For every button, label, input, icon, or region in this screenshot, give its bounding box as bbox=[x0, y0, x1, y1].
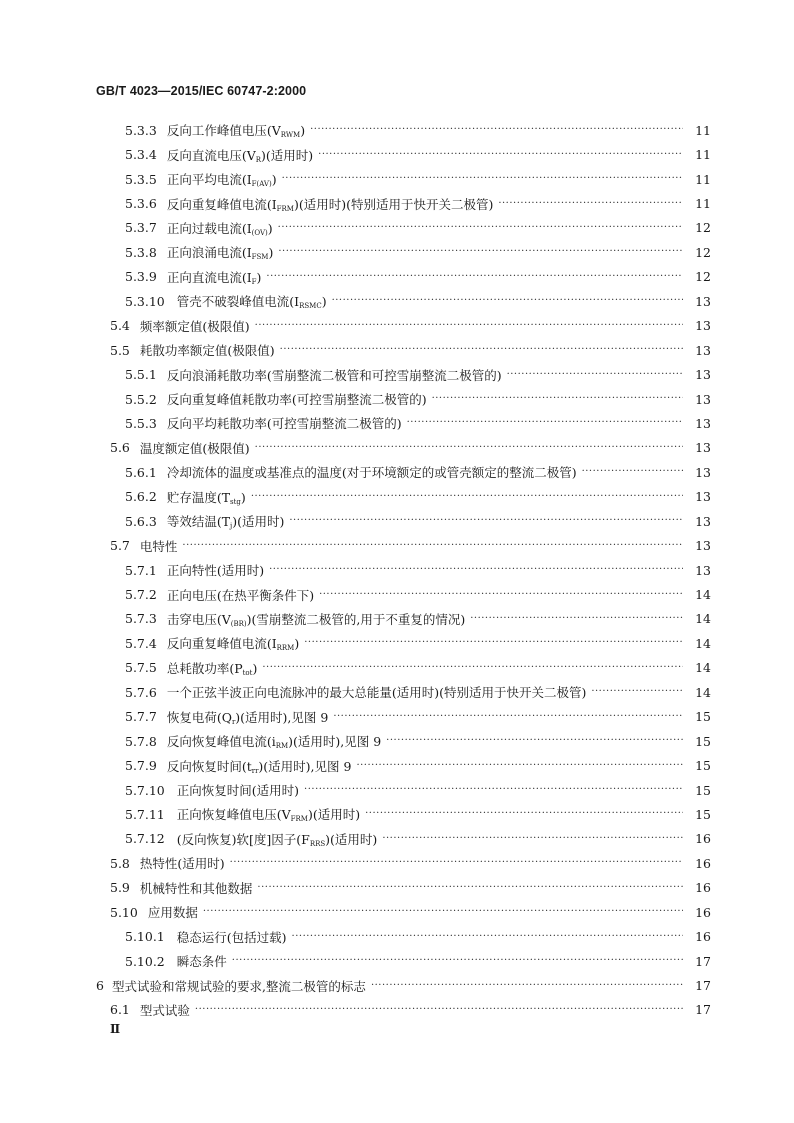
toc-leader-dots bbox=[195, 1003, 683, 1017]
toc-entry-subscript: tot bbox=[242, 668, 253, 677]
toc-entry[interactable] bbox=[0, 753, 794, 777]
toc-entry-title bbox=[130, 854, 225, 872]
toc-entry[interactable] bbox=[0, 289, 794, 313]
toc-entry-title-text: 耗散功率额定值(极限值) bbox=[139, 343, 275, 359]
toc-entry-title bbox=[165, 830, 378, 848]
toc-leader-dots bbox=[333, 710, 683, 724]
toc-entry-title-text: 热特性(适用时) bbox=[139, 856, 225, 872]
toc-entry-subscript: FRM bbox=[290, 815, 308, 824]
toc-entry[interactable] bbox=[0, 949, 794, 973]
toc-entry-number: 5.6 bbox=[110, 440, 130, 456]
toc-leader-dots bbox=[386, 734, 683, 748]
toc-entry-number: 5.3.10 bbox=[125, 293, 165, 309]
toc-entry-title-text: 反向重复峰值电流(I bbox=[166, 636, 277, 652]
toc-entry-title-text: 正向平均电流(I bbox=[166, 172, 252, 188]
toc-entry-title bbox=[138, 903, 198, 921]
toc-entry-subscript: F(AV) bbox=[251, 180, 272, 189]
toc-leader-dots bbox=[356, 759, 683, 773]
toc-entry[interactable] bbox=[0, 876, 794, 900]
toc-entry-title-suffix: ) bbox=[294, 636, 300, 652]
toc-entry-page: 13 bbox=[695, 415, 711, 431]
toc-entry-subscript: RWM bbox=[280, 131, 301, 140]
toc-leader-dots bbox=[282, 172, 683, 186]
toc-entry-page: 12 bbox=[695, 269, 711, 285]
toc-leader-dots bbox=[203, 905, 683, 919]
toc-entry-title-text: 应用数据 bbox=[147, 905, 198, 921]
toc-entry-title bbox=[157, 170, 277, 188]
toc-entry-subscript: R bbox=[255, 155, 261, 164]
toc-entry[interactable] bbox=[0, 729, 794, 753]
toc-entry[interactable] bbox=[0, 167, 794, 191]
toc-leader-dots bbox=[371, 979, 683, 993]
toc-entry-title-text: 型式试验 bbox=[139, 1002, 190, 1018]
toc-entry-title bbox=[157, 195, 494, 213]
toc-entry-title-suffix: )(适用时),见图 9 bbox=[258, 758, 352, 774]
toc-entry-title bbox=[104, 977, 366, 995]
toc-entry-title-text: (反向恢复)软[度]因子(F bbox=[176, 831, 310, 847]
toc-leader-dots bbox=[278, 221, 683, 235]
table-of-contents bbox=[0, 118, 794, 1022]
toc-leader-dots bbox=[230, 856, 683, 870]
toc-entry-title-suffix: )(适用时) bbox=[232, 514, 285, 530]
toc-entry[interactable] bbox=[0, 705, 794, 729]
toc-entry-number: 6 bbox=[96, 978, 104, 994]
toc-entry-title-text: 等效结温(T bbox=[166, 514, 231, 530]
toc-entry-page: 15 bbox=[695, 709, 711, 725]
toc-entry-title-suffix: ) bbox=[267, 220, 273, 236]
toc-leader-dots bbox=[182, 539, 683, 553]
toc-entry[interactable] bbox=[0, 509, 794, 533]
toc-entry-title-text: 正向过载电流(I bbox=[166, 220, 252, 236]
toc-leader-dots bbox=[432, 392, 683, 406]
toc-entry-title-text: 电特性 bbox=[139, 538, 178, 554]
toc-entry-number: 5.6.2 bbox=[125, 489, 157, 505]
toc-entry-subscript: r bbox=[231, 717, 236, 726]
toc-entry-title-suffix: ) bbox=[321, 294, 327, 310]
toc-leader-dots bbox=[289, 514, 683, 528]
toc-leader-dots bbox=[278, 245, 683, 259]
toc-entry-title bbox=[157, 732, 381, 750]
toc-leader-dots bbox=[498, 197, 683, 211]
toc-entry-title bbox=[157, 243, 274, 261]
toc-entry[interactable] bbox=[0, 924, 794, 948]
toc-entry-title-text: 反向直流电压(V bbox=[166, 147, 256, 163]
toc-entry-page: 16 bbox=[695, 929, 711, 945]
toc-leader-dots bbox=[304, 636, 683, 650]
toc-entry-number: 5.5.1 bbox=[125, 367, 157, 383]
toc-leader-dots bbox=[262, 661, 683, 675]
toc-entry[interactable] bbox=[0, 778, 794, 802]
toc-entry-number: 5.7.2 bbox=[125, 587, 157, 603]
toc-entry-title bbox=[157, 561, 264, 579]
toc-entry-title-suffix: )(适用时) bbox=[325, 831, 378, 847]
toc-entry-subscript: stg bbox=[230, 497, 241, 506]
toc-entry-page: 13 bbox=[695, 342, 711, 358]
toc-entry-title-text: 温度额定值(极限值) bbox=[139, 440, 250, 456]
toc-leader-dots bbox=[319, 588, 683, 602]
toc-entry[interactable] bbox=[0, 387, 794, 411]
toc-entry-subscript: F bbox=[251, 277, 257, 286]
toc-entry-number: 5.7.8 bbox=[125, 733, 157, 749]
toc-entry-title-text: 瞬态条件 bbox=[176, 954, 227, 970]
toc-entry-page: 13 bbox=[695, 464, 711, 480]
toc-entry-page: 15 bbox=[695, 806, 711, 822]
toc-entry-title-text: 正向恢复峰值电压(V bbox=[176, 807, 291, 823]
toc-leader-dots bbox=[269, 563, 683, 577]
toc-entry-title bbox=[165, 928, 287, 946]
toc-entry-title bbox=[165, 781, 299, 799]
toc-entry-title-text: 正向电压(在热平衡条件下) bbox=[166, 587, 315, 603]
toc-entry[interactable] bbox=[0, 142, 794, 166]
toc-entry[interactable] bbox=[0, 436, 794, 460]
toc-entry-page: 13 bbox=[695, 489, 711, 505]
toc-entry-title-text: 机械特性和其他数据 bbox=[139, 880, 253, 896]
toc-entry-title-text: 反向平均耗散功率(可控雪崩整流二极管的) bbox=[166, 416, 402, 432]
toc-entry-title-text: 反向恢复峰值电流(i bbox=[166, 734, 276, 750]
toc-entry[interactable] bbox=[0, 558, 794, 582]
toc-entry-title-suffix: )(适用时),见图 9 bbox=[288, 734, 382, 750]
toc-entry-page: 13 bbox=[695, 440, 711, 456]
page-number-footer: Ⅱ bbox=[110, 1022, 121, 1036]
toc-entry-title bbox=[157, 708, 329, 726]
toc-entry-number: 5.3.3 bbox=[125, 122, 157, 138]
toc-leader-dots bbox=[470, 612, 683, 626]
toc-entry-page: 15 bbox=[695, 782, 711, 798]
toc-leader-dots bbox=[232, 954, 683, 968]
toc-entry[interactable] bbox=[0, 265, 794, 289]
toc-entry-title bbox=[130, 537, 178, 555]
toc-entry-number: 5.3.7 bbox=[125, 220, 157, 236]
toc-entry-number: 5.5.2 bbox=[125, 391, 157, 407]
toc-entry-title-text: 反向工作峰值电压(V bbox=[166, 123, 281, 139]
toc-entry-subscript: FSM bbox=[251, 253, 269, 262]
toc-entry-title bbox=[130, 341, 275, 359]
toc-entry-page: 11 bbox=[695, 171, 711, 187]
toc-entry-number: 5.7.10 bbox=[125, 782, 165, 798]
toc-entry-number: 5.7.5 bbox=[125, 660, 157, 676]
toc-entry-title-suffix: )(适用时)(特别适用于快开关二极管) bbox=[293, 196, 494, 212]
toc-entry-page: 16 bbox=[695, 831, 711, 847]
toc-leader-dots bbox=[292, 930, 683, 944]
toc-entry-title-text: 反向重复峰值电流(I bbox=[166, 196, 277, 212]
toc-entry-subscript: RSMC bbox=[299, 302, 322, 311]
toc-entry-number: 5.8 bbox=[110, 855, 130, 871]
toc-entry-title-text: 正向特性(适用时) bbox=[166, 563, 265, 579]
toc-entry-number: 5.7.7 bbox=[125, 709, 157, 725]
toc-entry-page: 17 bbox=[695, 953, 711, 969]
toc-entry-page: 12 bbox=[695, 220, 711, 236]
toc-entry-title bbox=[157, 512, 285, 530]
toc-entry-title-suffix: )(适用时) bbox=[261, 147, 314, 163]
toc-entry-title-text: 一个正弦半波正向电流脉冲的最大总能量(适用时)(特别适用于快开关二极管) bbox=[166, 685, 587, 701]
toc-entry-subscript: j bbox=[230, 522, 233, 531]
toc-entry-number: 5.6.3 bbox=[125, 513, 157, 529]
toc-entry-page: 14 bbox=[695, 587, 711, 603]
toc-leader-dots bbox=[332, 294, 683, 308]
toc-entry-title-suffix: ) bbox=[256, 269, 262, 285]
toc-entry-subscript: RRS bbox=[309, 839, 326, 848]
toc-entry-number: 5.4 bbox=[110, 318, 130, 334]
toc-entry-page: 17 bbox=[695, 978, 711, 994]
toc-entry-number: 5.3.4 bbox=[125, 147, 157, 163]
toc-entry-number: 5.7.11 bbox=[125, 806, 165, 822]
toc-leader-dots bbox=[507, 368, 683, 382]
toc-entry[interactable] bbox=[0, 460, 794, 484]
toc-entry[interactable] bbox=[0, 998, 794, 1022]
toc-entry-title bbox=[130, 879, 253, 897]
toc-entry[interactable] bbox=[0, 680, 794, 704]
toc-entry-page: 14 bbox=[695, 660, 711, 676]
toc-entry-title bbox=[157, 414, 402, 432]
toc-leader-dots bbox=[257, 881, 683, 895]
toc-entry-title bbox=[157, 757, 352, 775]
toc-entry-page: 17 bbox=[695, 1002, 711, 1018]
toc-entry-title-text: 频率额定值(极限值) bbox=[139, 318, 250, 334]
toc-entry-subscript: FRM bbox=[276, 204, 294, 213]
toc-entry-title-suffix: )(适用时) bbox=[307, 807, 361, 823]
toc-entry-page: 11 bbox=[695, 147, 711, 163]
toc-entry-title bbox=[157, 268, 262, 286]
toc-leader-dots bbox=[310, 123, 683, 137]
toc-entry[interactable] bbox=[0, 802, 794, 826]
toc-entry-subscript: RM bbox=[275, 742, 289, 751]
toc-entry-title bbox=[130, 439, 250, 457]
toc-entry-title-text: 正向浪涌电流(I bbox=[166, 245, 252, 261]
toc-entry-number: 5.10.2 bbox=[125, 953, 165, 969]
toc-entry-page: 11 bbox=[695, 196, 711, 212]
toc-entry-title-text: 正向直流电流(I bbox=[166, 269, 252, 285]
toc-entry-title-text: 稳态运行(包括过载) bbox=[176, 929, 287, 945]
toc-entry-page: 13 bbox=[695, 367, 711, 383]
toc-entry-number: 5.3.9 bbox=[125, 269, 157, 285]
toc-entry[interactable] bbox=[0, 411, 794, 435]
toc-entry-title bbox=[157, 121, 305, 139]
toc-entry-number: 5.7.6 bbox=[125, 684, 157, 700]
toc-entry-page: 13 bbox=[695, 562, 711, 578]
toc-entry[interactable] bbox=[0, 362, 794, 386]
toc-entry[interactable] bbox=[0, 851, 794, 875]
toc-entry[interactable] bbox=[0, 118, 794, 142]
toc-entry-number: 5.7.1 bbox=[125, 562, 157, 578]
toc-entry-title-text: 贮存温度(T bbox=[166, 489, 231, 505]
toc-leader-dots bbox=[266, 270, 683, 284]
toc-entry-page: 14 bbox=[695, 635, 711, 651]
toc-entry-title-text: 反向恢复时间(t bbox=[166, 758, 252, 774]
toc-entry-number: 6.1 bbox=[110, 1002, 130, 1018]
toc-entry-title-text: 反向重复峰值耗散功率(可控雪崩整流二极管的) bbox=[166, 392, 427, 408]
toc-entry[interactable] bbox=[0, 582, 794, 606]
toc-entry-subscript: RRM bbox=[276, 644, 295, 653]
toc-entry-title-suffix: ) bbox=[252, 660, 258, 676]
toc-entry-title bbox=[157, 659, 258, 677]
toc-entry-title bbox=[130, 1001, 190, 1019]
toc-leader-dots bbox=[255, 319, 683, 333]
toc-entry-page: 16 bbox=[695, 904, 711, 920]
toc-entry-page: 14 bbox=[695, 611, 711, 627]
toc-entry-number: 5.5 bbox=[110, 342, 130, 358]
toc-entry-title bbox=[157, 390, 427, 408]
toc-entry-title bbox=[157, 366, 502, 384]
toc-entry-title bbox=[157, 146, 313, 164]
toc-entry-subscript: (BR) bbox=[230, 619, 247, 628]
toc-entry[interactable] bbox=[0, 314, 794, 338]
toc-entry[interactable] bbox=[0, 973, 794, 997]
toc-entry-number: 5.10 bbox=[110, 904, 138, 920]
toc-entry-title bbox=[157, 610, 465, 628]
toc-entry-title-text: 反向浪涌耗散功率(雪崩整流二极管和可控雪崩整流二极管的) bbox=[166, 367, 502, 383]
toc-entry-title bbox=[165, 292, 327, 310]
toc-entry-number: 5.3.5 bbox=[125, 171, 157, 187]
toc-entry-title-text: 冷却流体的温度或基准点的温度(对于环境额定的或管壳额定的整流二极管) bbox=[166, 465, 577, 481]
toc-entry-number: 5.7.12 bbox=[125, 831, 165, 847]
toc-entry-title bbox=[157, 634, 299, 652]
toc-entry-title-suffix: ) bbox=[300, 123, 306, 139]
toc-leader-dots bbox=[318, 148, 683, 162]
toc-entry-title bbox=[165, 952, 227, 970]
toc-leader-dots bbox=[582, 465, 683, 479]
toc-entry[interactable] bbox=[0, 607, 794, 631]
toc-entry-number: 5.7.4 bbox=[125, 635, 157, 651]
toc-entry-title-text: 管壳不破裂峰值电流(I bbox=[176, 294, 300, 310]
toc-leader-dots bbox=[591, 685, 683, 699]
toc-entry-title-text: 恢复电荷(Q bbox=[166, 709, 232, 725]
toc-entry-number: 5.7.9 bbox=[125, 758, 157, 774]
toc-entry-title bbox=[157, 683, 587, 701]
toc-entry-number: 5.5.3 bbox=[125, 415, 157, 431]
toc-entry-title-suffix: )(适用时),见图 9 bbox=[235, 709, 329, 725]
toc-leader-dots bbox=[382, 832, 683, 846]
toc-entry-page: 13 bbox=[695, 293, 711, 309]
toc-entry-number: 5.9 bbox=[110, 880, 130, 896]
standard-number-header: GB/T 4023—2015/IEC 60747-2:2000 bbox=[96, 84, 307, 98]
toc-entry-page: 12 bbox=[695, 244, 711, 260]
toc-entry-page: 13 bbox=[695, 513, 711, 529]
toc-entry-title bbox=[157, 463, 577, 481]
toc-entry-title-text: 击穿电压(V bbox=[166, 611, 231, 627]
toc-entry[interactable] bbox=[0, 656, 794, 680]
toc-entry-number: 5.10.1 bbox=[125, 929, 165, 945]
toc-leader-dots bbox=[304, 783, 683, 797]
toc-entry-title-suffix: ) bbox=[240, 489, 246, 505]
toc-entry[interactable] bbox=[0, 338, 794, 362]
toc-entry-number: 5.6.1 bbox=[125, 464, 157, 480]
toc-entry-title-text: 总耗散功率(P bbox=[166, 660, 243, 676]
toc-entry-title bbox=[157, 219, 273, 237]
toc-leader-dots bbox=[280, 343, 683, 357]
toc-entry-page: 16 bbox=[695, 855, 711, 871]
toc-entry-page: 13 bbox=[695, 538, 711, 554]
toc-entry[interactable] bbox=[0, 240, 794, 264]
toc-entry-title bbox=[165, 805, 360, 823]
toc-entry-title-suffix: )(雪崩整流二极管的,用于不重复的情况) bbox=[246, 611, 466, 627]
toc-entry[interactable] bbox=[0, 191, 794, 215]
toc-entry-subscript: (OV) bbox=[251, 228, 268, 237]
toc-entry[interactable] bbox=[0, 485, 794, 509]
toc-entry-title-suffix: ) bbox=[271, 172, 277, 188]
toc-entry-page: 15 bbox=[695, 758, 711, 774]
toc-entry-title bbox=[157, 488, 246, 506]
toc-entry-page: 13 bbox=[695, 318, 711, 334]
toc-entry-number: 5.3.6 bbox=[125, 196, 157, 212]
toc-entry[interactable] bbox=[0, 900, 794, 924]
toc-leader-dots bbox=[407, 416, 683, 430]
toc-entry-page: 15 bbox=[695, 733, 711, 749]
toc-leader-dots bbox=[255, 441, 683, 455]
toc-entry[interactable] bbox=[0, 631, 794, 655]
toc-entry-title-suffix: ) bbox=[268, 245, 274, 261]
toc-entry-page: 16 bbox=[695, 880, 711, 896]
toc-entry[interactable] bbox=[0, 216, 794, 240]
toc-entry-page: 13 bbox=[695, 391, 711, 407]
toc-leader-dots bbox=[251, 490, 683, 504]
toc-leader-dots bbox=[365, 807, 683, 821]
toc-entry-title-text: 正向恢复时间(适用时) bbox=[176, 783, 300, 799]
toc-entry-subscript: rr bbox=[251, 766, 259, 775]
toc-entry[interactable] bbox=[0, 827, 794, 851]
toc-entry-title bbox=[130, 317, 250, 335]
toc-entry-number: 5.7 bbox=[110, 538, 130, 554]
toc-entry-page: 14 bbox=[695, 684, 711, 700]
toc-entry-title-text: 型式试验和常规试验的要求,整流二极管的标志 bbox=[111, 978, 366, 994]
toc-entry[interactable] bbox=[0, 533, 794, 557]
toc-entry-title bbox=[157, 586, 314, 604]
toc-entry-number: 5.3.8 bbox=[125, 244, 157, 260]
toc-entry-number: 5.7.3 bbox=[125, 611, 157, 627]
toc-entry-page: 11 bbox=[695, 122, 711, 138]
